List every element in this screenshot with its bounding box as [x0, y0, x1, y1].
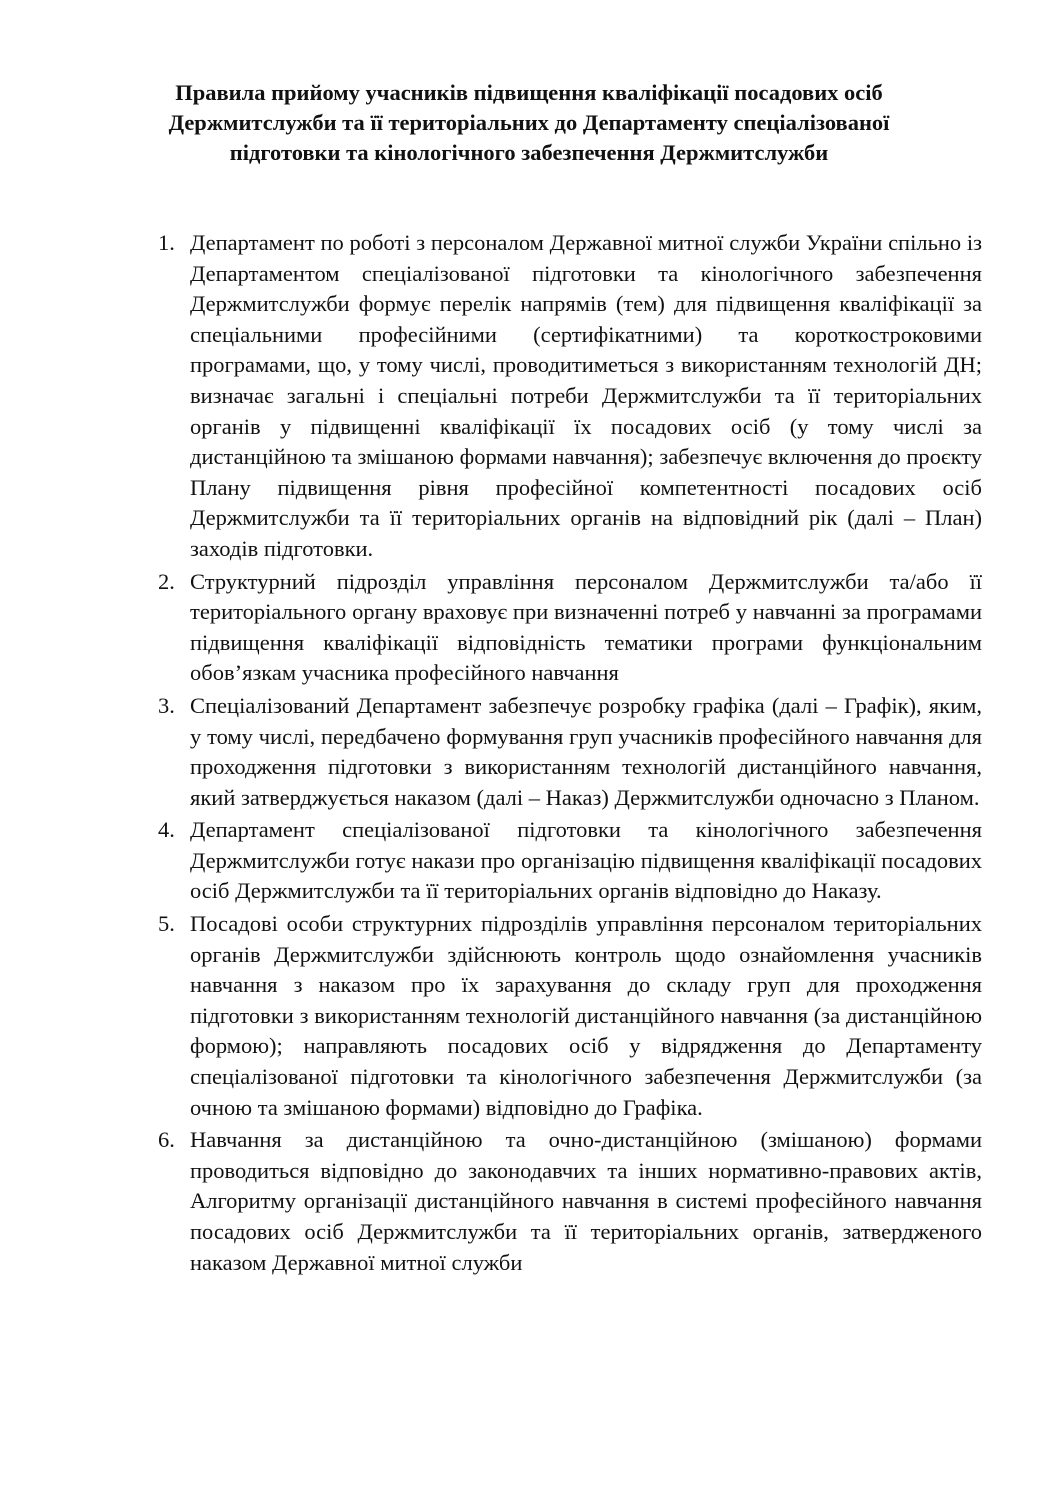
item-text: Департамент спеціалізованої підготовки та кінологічного забезпечення Держмитслужби готує накази про організацію підвищення кваліфікації посадових осіб Держмитслужби та її територіальних органів відповідно до Наказу. [190, 817, 982, 904]
item-number: 2. [158, 568, 175, 594]
item-number: 1. [158, 230, 175, 255]
item-number: 5. [158, 911, 175, 937]
list-item [158, 909, 982, 1123]
item-text: Посадові особи структурних підрозділів управління персоналом територіальних органів Держмитслужби здійснюють контроль щодо ознайомлення учасників навчання з наказом про їх зарахування до складу груп для проходження підготовки з використанням технологій дистанційного навчання (за дистанційною формою); направляють посадових осіб у відрядження до Департаменту спеціалізованої підготовки та кінологічного забезпечення Держмитслужби (за очною та змішаною формами) відповідно до Графіка. [190, 911, 982, 1120]
item-number: 6. [158, 1127, 175, 1153]
title-line: підготовки та кінологічного забезпечення Держмитслужби [229, 140, 829, 165]
list-item [158, 567, 982, 689]
rules-list [158, 228, 982, 1278]
item-number: 4. [158, 817, 175, 843]
item-text: Департамент по роботі з персоналом Державної митної служби України спільно із Департаментом спеціалізованої підготовки та кінологічного забезпечення Держмитслужби формує перелік напрямів (тем) для підвищення кваліфікації за спеціальними професійними (сертифікатними) та короткостроковими програмами, що, у тому числі, проводитиметься з використанням технологій ДН; визначає загальні і спеціальні потреби Держмитслужби та її територіальних органів у підвищенні кваліфікації їх посадових осіб (у тому числі за дистанційною та змішаною формами навчання); забезпечує включення до проєкту Плану підвищення рівня професійної компетентності посадових осіб Держмитслужби та її територіальних органів на відповідний рік (далі – План) заходів підготовки. [190, 230, 982, 561]
item-number: 3. [158, 692, 175, 718]
list-item [158, 815, 982, 907]
title-line: Держмитслужби та її територіальних до Департаменту спеціалізованої [168, 110, 890, 135]
item-text: Структурний підрозділ управління персоналом Держмитслужби та/або її територіального органу враховує при визначенні потреб у навчанні за програмами підвищення кваліфікації відповідність тематики програми функціональним обов’язкам учасника професійного навчання [190, 568, 982, 686]
list-item [158, 1125, 982, 1278]
document-title [100, 78, 958, 168]
item-text: Навчання за дистанційною та очно-дистанційною (змішаною) формами проводиться відповідно до законодавчих та інших нормативно-правових актів, Алгоритму організації дистанційного навчання в системі професійного навчання посадових осіб Держмитслужби та її територіальних органів, затвердженого наказом Державної митної служби [190, 1127, 982, 1275]
item-text: Спеціалізований Департамент забезпечує розробку графіка (далі – Графік), яким, у тому числі, передбачено формування груп учасників професійного навчання для проходження підготовки з використанням технологій дистанційного навчання, який затверджується наказом (далі – Наказ) Держмитслужби одночасно з Планом. [190, 692, 982, 810]
title-line: Правила прийому учасників підвищення кваліфікації посадових осіб [175, 80, 883, 105]
list-item [158, 228, 982, 565]
list-item [158, 691, 982, 813]
